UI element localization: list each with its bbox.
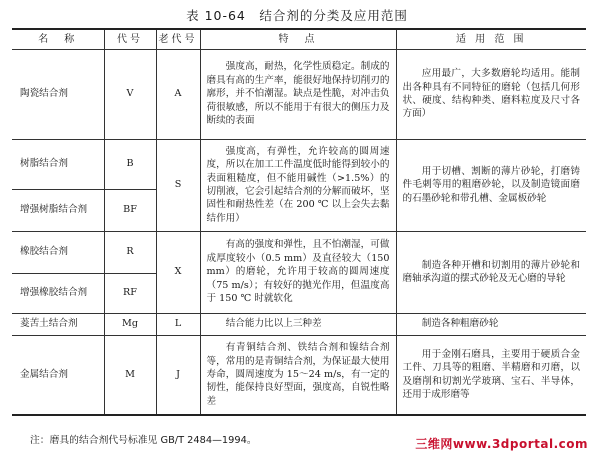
resin-old-code: S <box>156 139 200 231</box>
header-name: 名 称 <box>12 29 104 49</box>
binder-table <box>12 28 586 416</box>
metal-application: 用于金刚石磨具，主要用于硬质合金工件、刀具等的粗磨、半精磨和刃磨，以及磨削和切割光学玻璃、宝石、半导体，还用于成形磨等 <box>396 335 586 415</box>
table-title: 表 10-64 结合剂的分类及应用范围 <box>186 8 408 23</box>
metal-old-code: J <box>156 335 200 415</box>
magnesite-name: 菱苦土结合剂 <box>12 313 104 335</box>
metal-name: 金属结合剂 <box>12 335 104 415</box>
resin-name: 树脂结合剂 <box>12 139 104 189</box>
resin-features: 强度高，有弹性，允许较高的圆周速度，所以在加工工件温度低时能得到较小的表面粗糙度，但不能用碱性（>1.5%）的切削液，它会引起结合剂的分解而破坏，坚固性和耐热性差（在 200 ℃ 以上会失去黏结作用） <box>200 139 396 231</box>
header-code: 代号 <box>104 29 156 49</box>
table-header-row <box>12 29 586 49</box>
resin-reinforced-code: BF <box>104 189 156 231</box>
rubber-reinforced-code: RF <box>104 273 156 313</box>
rubber-name: 橡胶结合剂 <box>12 231 104 273</box>
header-application: 适 用 范 围 <box>396 29 586 49</box>
ceramic-features: 强度高，耐热，化学性质稳定。制成的磨具有高的生产率，能很好地保持切削刃的廓形，并不怕潮湿。缺点是性脆，对冲击负荷很敏感，所以不能用于有很大的侧压力及断续的表面 <box>200 49 396 139</box>
footnote: 注：磨具的结合剂代号标准见 GB/T 2484—1994。 <box>30 435 257 446</box>
metal-code: M <box>104 335 156 415</box>
magnesite-application: 制造各种粗磨砂轮 <box>396 313 586 335</box>
table-row-magnesite <box>12 313 586 335</box>
rubber-code: R <box>104 231 156 273</box>
watermark: 三维网www.3dportal.com <box>415 437 588 451</box>
rubber-application: 制造各种开槽和切割用的薄片砂轮和磨轴承沟道的摆式砂轮及无心磨的导轮 <box>396 231 586 313</box>
header-features: 特 点 <box>200 29 396 49</box>
rubber-reinforced-name: 增强橡胶结合剂 <box>12 273 104 313</box>
ceramic-code: V <box>104 49 156 139</box>
ceramic-application: 应用最广，大多数磨轮均适用。能制出各种具有不同特征的磨轮（包括几何形状、硬度、结构种类、磨料粒度及尺寸各方面） <box>396 49 586 139</box>
magnesite-old-code: L <box>156 313 200 335</box>
resin-reinforced-name: 增强树脂结合剂 <box>12 189 104 231</box>
rubber-features: 有高的强度和弹性，且不怕潮湿，可做成厚度较小（0.5 mm）及直径较大（150 mm）的磨轮，允许用于较高的圆周速度（75 m/s）；有较好的抛光作用，但温度高于 150 ℃ 时就软化 <box>200 231 396 313</box>
ceramic-old-code: A <box>156 49 200 139</box>
table-row-ceramic <box>12 49 586 139</box>
table-row-resin <box>12 139 586 189</box>
table-row-rubber <box>12 231 586 273</box>
magnesite-features: 结合能力比以上三种差 <box>200 313 396 335</box>
rubber-old-code: X <box>156 231 200 313</box>
header-old-code: 老代号 <box>156 29 200 49</box>
table-row-metal <box>12 335 586 415</box>
ceramic-name: 陶瓷结合剂 <box>12 49 104 139</box>
resin-application: 用于切槽、割断的薄片砂轮，打磨铸件毛刺等用的粗磨砂轮，以及制造镜面磨的石墨砂轮和带孔槽、金属板砂轮 <box>396 139 586 231</box>
magnesite-code: Mg <box>104 313 156 335</box>
metal-features: 有青铜结合剂、铁结合剂和镍结合剂等，常用的是青铜结合剂，为保证最大使用寿命，圆周速度为 15～24 m/s，有一定的韧性，能保持良好型面，强度高，自锐性略差 <box>200 335 396 415</box>
resin-code: B <box>104 139 156 189</box>
